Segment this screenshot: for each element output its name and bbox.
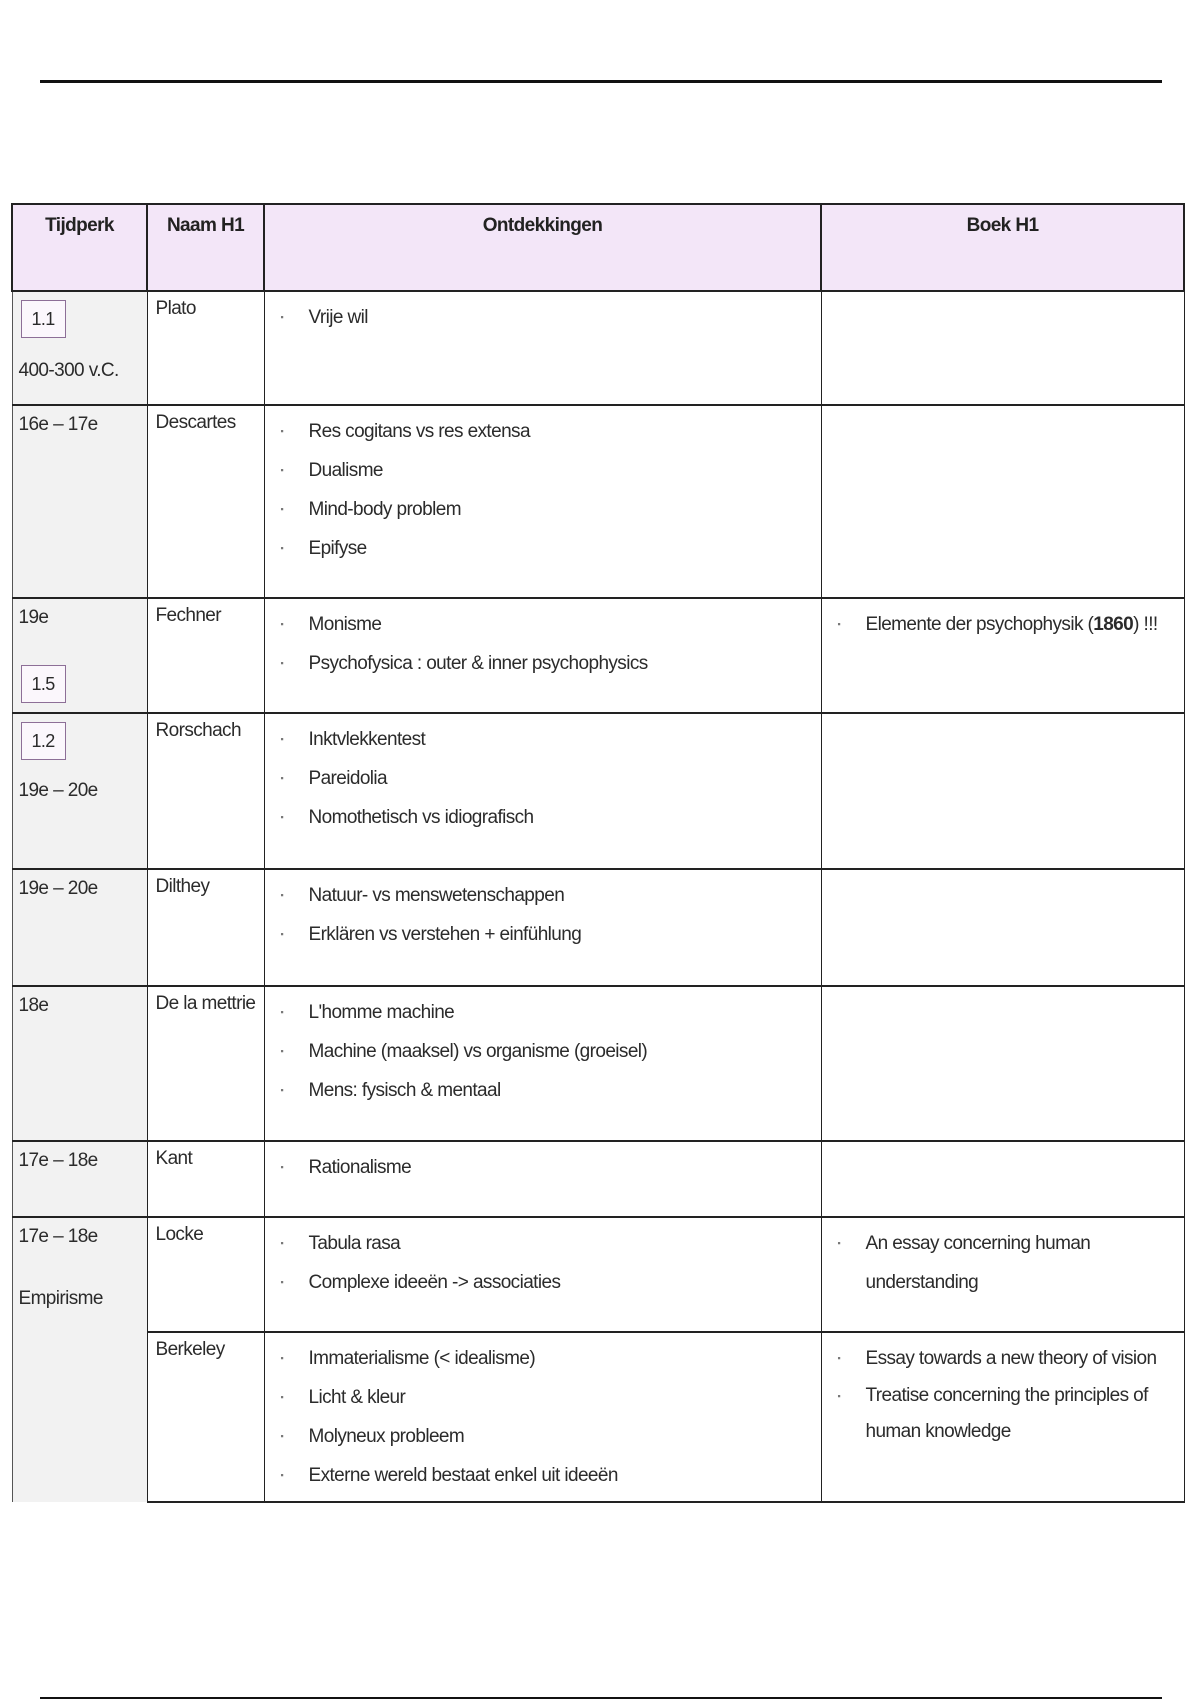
era-cell: [12, 405, 147, 598]
list-item: ▪ Epifyse: [309, 529, 813, 568]
list-item: ▪ Treatise concerning the principles of human knowledge: [866, 1378, 1176, 1450]
list-item: ▪ Natuur- vs menswetenschappen: [309, 876, 813, 915]
book-cell: [821, 986, 1184, 1141]
list-item: ▪ Machine (maaksel) vs organisme (groeisel): [309, 1032, 813, 1071]
table-row: [12, 713, 1184, 869]
table-row: [12, 1141, 1184, 1217]
discoveries-cell: [264, 869, 821, 986]
list-item: ▪ Vrije wil: [309, 298, 813, 337]
table-row: [12, 291, 1184, 405]
list-item: ▪ Inktvlekkentest: [309, 720, 813, 759]
era-cell: [12, 986, 147, 1141]
book-cell: [821, 1141, 1184, 1217]
section-number: 1.1: [21, 300, 66, 338]
table-header-row: [12, 204, 1184, 291]
table-row: [12, 1332, 1184, 1502]
era-cell: [12, 598, 147, 713]
era-cell: [12, 1332, 147, 1502]
section-number: 1.2: [21, 722, 66, 760]
list-item: ▪ Licht & kleur: [309, 1378, 813, 1417]
book-cell: [821, 598, 1184, 713]
era-cell: [12, 1217, 147, 1332]
list-item: ▪ L'homme machine: [309, 993, 813, 1032]
table-row: [12, 598, 1184, 713]
list-item: ▪ Res cogitans vs res extensa: [309, 412, 813, 451]
name-cell: Locke: [147, 1217, 264, 1332]
name-cell: Dilthey: [147, 869, 264, 986]
name-cell: Berkeley: [147, 1332, 264, 1502]
discoveries-cell: [264, 291, 821, 405]
era-note: Empirisme: [18, 1288, 103, 1309]
list-item: ▪ Tabula rasa: [309, 1224, 813, 1263]
table-row: [12, 405, 1184, 598]
overview-table: [11, 203, 1185, 1503]
discoveries-cell: [264, 1141, 821, 1217]
era-text: 19e: [18, 607, 49, 628]
era-cell: [12, 1141, 147, 1217]
discoveries-cell: [264, 598, 821, 713]
list-item: ▪ Nomothetisch vs idiografisch: [309, 798, 813, 837]
name-cell: Kant: [147, 1141, 264, 1217]
header-name: Naam H1: [147, 204, 264, 291]
list-item: ▪ Rationalisme: [309, 1148, 813, 1187]
discoveries-cell: [264, 713, 821, 869]
list-item: ▪ Mens: fysisch & mentaal: [309, 1071, 813, 1110]
era-text: 19e – 20e: [18, 878, 98, 899]
era-text: 19e – 20e: [18, 780, 98, 801]
era-text: 17e – 18e: [18, 1150, 98, 1171]
list-item: ▪ Elemente der psychophysik (1860) !!!: [866, 605, 1176, 644]
discoveries-cell: [264, 1332, 821, 1502]
list-item: ▪ Monisme: [309, 605, 813, 644]
list-item: ▪ Dualisme: [309, 451, 813, 490]
list-item: ▪ Molyneux probleem: [309, 1417, 813, 1456]
era-cell: [12, 869, 147, 986]
name-cell: De la mettrie: [147, 986, 264, 1141]
era-cell: [12, 713, 147, 869]
era-text: 400-300 v.C.: [18, 360, 119, 381]
section-number: 1.5: [21, 665, 66, 703]
era-cell: [12, 291, 147, 405]
era-text: 18e: [18, 995, 49, 1016]
table-row: [12, 1217, 1184, 1332]
name-cell: Rorschach: [147, 713, 264, 869]
book-cell: [821, 405, 1184, 598]
bottom-rule: [40, 1697, 1162, 1699]
era-text: 17e – 18e: [18, 1226, 98, 1247]
header-discoveries: Ontdekkingen: [264, 204, 821, 291]
era-text: 16e – 17e: [18, 414, 98, 435]
discoveries-cell: [264, 986, 821, 1141]
book-cell: [821, 869, 1184, 986]
list-item: ▪ Complexe ideeën -> associaties: [309, 1263, 813, 1302]
top-rule: [40, 80, 1162, 83]
list-item: ▪ Externe wereld bestaat enkel uit ideeën: [309, 1456, 813, 1495]
table-row: [12, 869, 1184, 986]
list-item: ▪ Mind-body problem: [309, 490, 813, 529]
name-cell: Descartes: [147, 405, 264, 598]
header-book: Boek H1: [821, 204, 1184, 291]
list-item: ▪ Essay towards a new theory of vision: [866, 1339, 1176, 1378]
list-item: ▪ An essay concerning human understanding: [866, 1224, 1176, 1302]
list-item: ▪ Psychofysica : outer & inner psychophysics: [309, 644, 813, 683]
list-item: ▪ Pareidolia: [309, 759, 813, 798]
list-item: ▪ Erklären vs verstehen + einfühlung: [309, 915, 813, 954]
list-item: ▪ Immaterialisme (< idealisme): [309, 1339, 813, 1378]
book-cell: [821, 713, 1184, 869]
discoveries-cell: [264, 405, 821, 598]
header-era: Tijdperk: [12, 204, 147, 291]
book-cell: [821, 291, 1184, 405]
table-row: [12, 986, 1184, 1141]
discoveries-cell: [264, 1217, 821, 1332]
name-cell: Fechner: [147, 598, 264, 713]
name-cell: Plato: [147, 291, 264, 405]
book-cell: [821, 1332, 1184, 1502]
book-cell: [821, 1217, 1184, 1332]
